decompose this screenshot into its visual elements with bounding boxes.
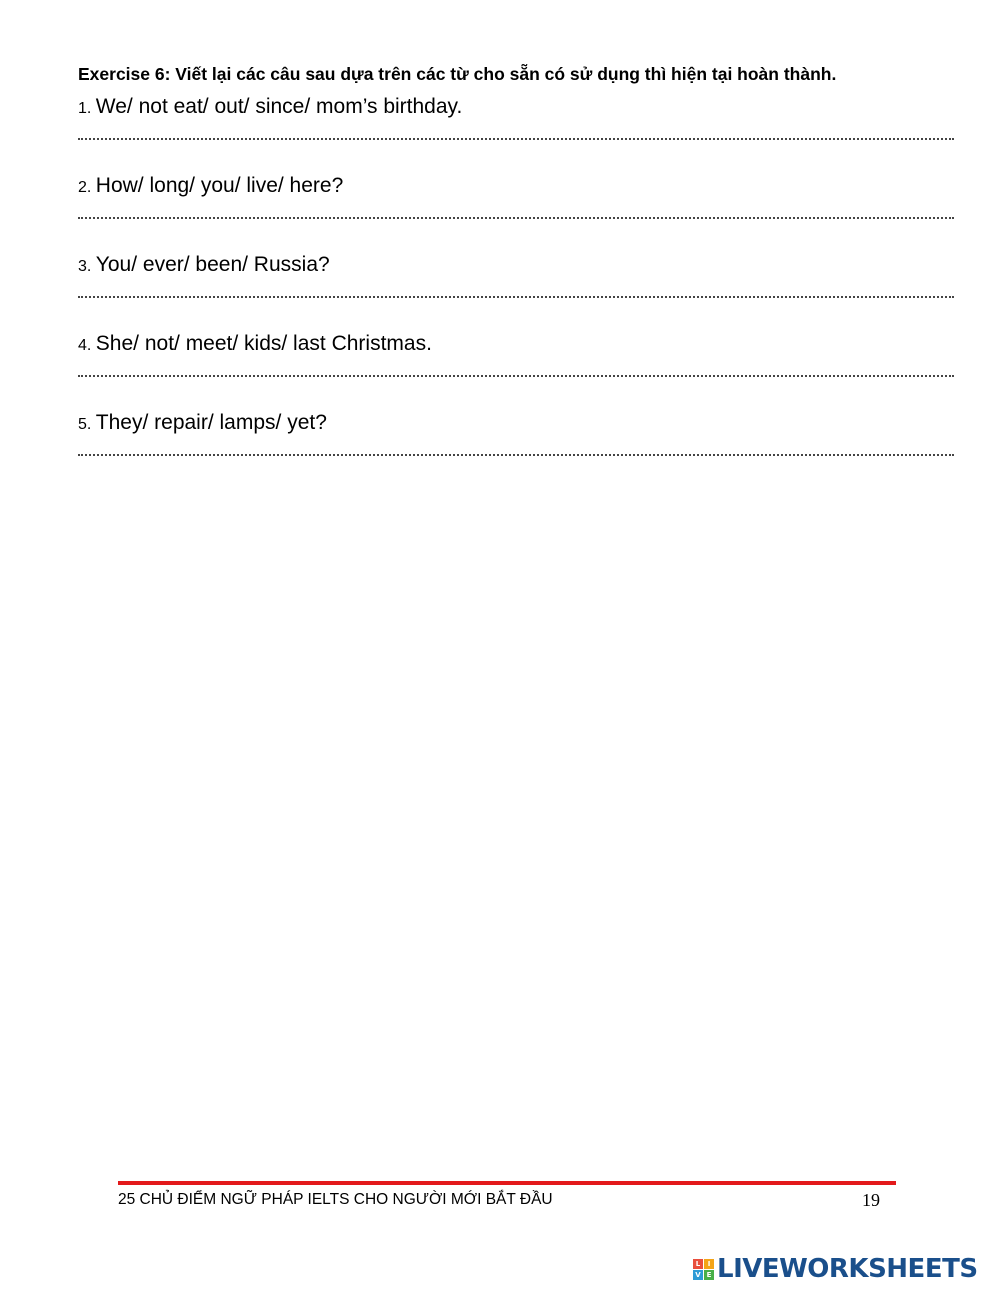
logo-icon-letter: I xyxy=(704,1259,714,1269)
question-number: 1. xyxy=(78,100,92,117)
footer-book-title: 25 CHỦ ĐIỂM NGỮ PHÁP IELTS CHO NGƯỜI MỚI BẮT ĐẦU xyxy=(118,1191,553,1208)
question-item-2 xyxy=(78,173,954,219)
question-prompt: She/ not/ meet/ kids/ last Christmas. xyxy=(95,332,432,355)
liveworksheets-logo-icon xyxy=(693,1259,714,1280)
question-number: 3. xyxy=(78,258,92,275)
question-prompt: We/ not eat/ out/ since/ mom’s birthday. xyxy=(95,95,463,118)
question-number: 5. xyxy=(78,416,92,433)
logo-icon-letter: E xyxy=(704,1270,714,1280)
question-item-5 xyxy=(78,410,954,456)
page-number: 19 xyxy=(862,1190,880,1210)
answer-line-1[interactable] xyxy=(78,136,954,140)
exercise-title: Exercise 6: Viết lại các câu sau dựa trên các từ cho sẵn có sử dụng thì hiện tại hoàn thành. xyxy=(78,64,837,84)
answer-line-4[interactable] xyxy=(78,373,954,377)
question-item-1 xyxy=(78,94,954,140)
logo-wordmark: LIVEWORKSHEETS xyxy=(717,1254,978,1284)
question-item-4 xyxy=(78,331,954,377)
logo-icon-letter: L xyxy=(693,1259,703,1269)
answer-line-2[interactable] xyxy=(78,215,954,219)
question-prompt: How/ long/ you/ live/ here? xyxy=(95,174,344,197)
question-prompt: You/ ever/ been/ Russia? xyxy=(95,253,330,276)
liveworksheets-logo xyxy=(693,1254,978,1284)
footer-divider xyxy=(118,1181,896,1185)
question-item-3 xyxy=(78,252,954,298)
answer-line-5[interactable] xyxy=(78,452,954,456)
question-number: 4. xyxy=(78,337,92,354)
question-prompt: They/ repair/ lamps/ yet? xyxy=(95,411,327,434)
question-number: 2. xyxy=(78,179,92,196)
logo-icon-letter: V xyxy=(693,1270,703,1280)
answer-line-3[interactable] xyxy=(78,294,954,298)
